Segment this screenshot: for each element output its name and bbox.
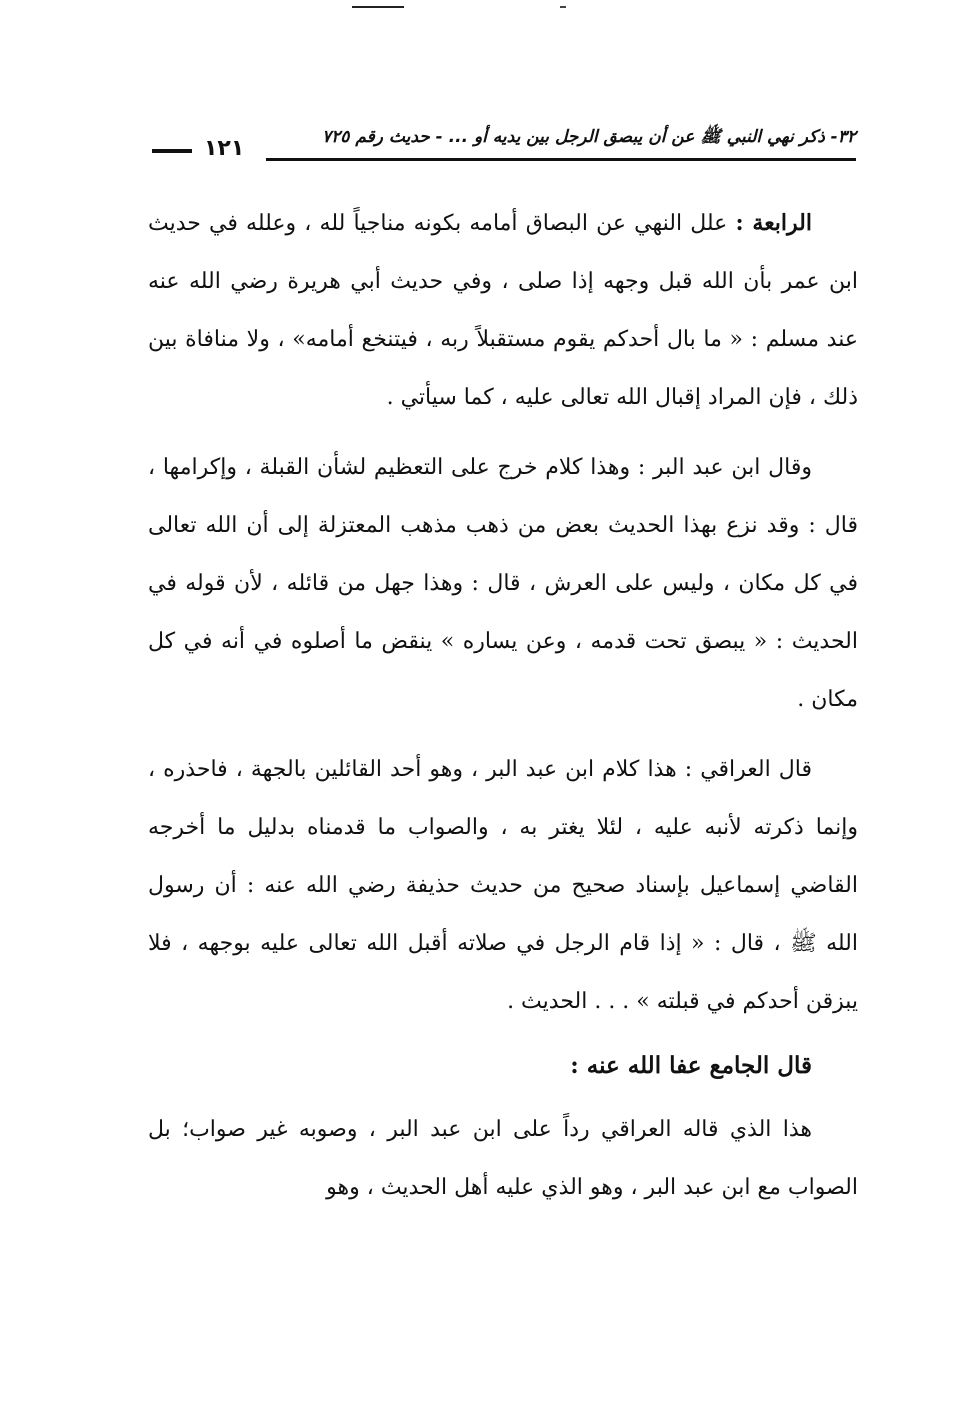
paragraph-fourth-point bbox=[148, 194, 858, 427]
running-header-title: ٣٢- ذكر نهي النبي ﷺ عن أن يبصق الرجل بين يديه أو ... - حديث رقم ٧٢٥ bbox=[322, 127, 856, 147]
page-number: ١٢١ bbox=[204, 136, 245, 161]
page-number-dash bbox=[152, 149, 192, 153]
paragraph-closing: هذا الذي قاله العراقي رداً على ابن عبد البر ، وصوبه غير صواب؛ بل الصواب مع ابن عبد البر ، وهو الذي عليه أهل الحديث ، وهو bbox=[148, 1117, 858, 1200]
paragraph-ibn-abd-al-barr: وقال ابن عبد البر : وهذا كلام خرج على التعظيم لشأن القبلة ، وإكرامها ، قال : وقد نزع بهذا الحديث بعض من ذهب مذهب المعتزلة إلى أن الله تعالى في كل مكان ، وليس على العرش ، قال : وهذا جهل من قائله ، لأن قوله في الحديث : « يبصق تحت قدمه ، وعن يساره » ينقض ما أصلوه في أنه في كل مكان . bbox=[148, 455, 858, 712]
section-heading: قال الجامع عفا الله عنه : bbox=[570, 1052, 812, 1079]
top-scan-mark bbox=[352, 6, 404, 8]
top-scan-dot bbox=[560, 6, 566, 8]
paragraph-al-iraqi: قال العراقي : هذا كلام ابن عبد البر ، وهو أحد القائلين بالجهة ، فاحذره ، وإنما ذكرته لأنبه عليه ، لئلا يغتر به ، والصواب ما قدمناه بدليل ما أخرجه القاضي إسماعيل بإسناد صحيح من حديث حذيفة رضي الله عنه : أن رسول الله ﷺ ، قال : « إذا قام الرجل في صلاته أقبل الله تعالى عليه بوجهه ، فلا يبزقن أحدكم في قبلته » . . . الحديث . bbox=[148, 757, 858, 1014]
paragraph-lead-label: الرابعة : bbox=[735, 210, 812, 236]
running-header bbox=[148, 124, 856, 174]
paragraph-text: علل النهي عن البصاق أمامه بكونه مناجياً لله ، وعلله في حديث ابن عمر بأن الله قبل وجهه إذا صلى ، وفي حديث أبي هريرة رضي الله عنه عند مسلم : « ما بال أحدكم يقوم مستقبلاً ربه ، فيتنخع أمامه» ، ولا منافاة بين ذلك ، فإن المراد إقبال الله تعالى عليه ، كما سيأتي . bbox=[148, 211, 858, 410]
header-rule bbox=[266, 158, 856, 161]
page-body bbox=[148, 194, 858, 1217]
